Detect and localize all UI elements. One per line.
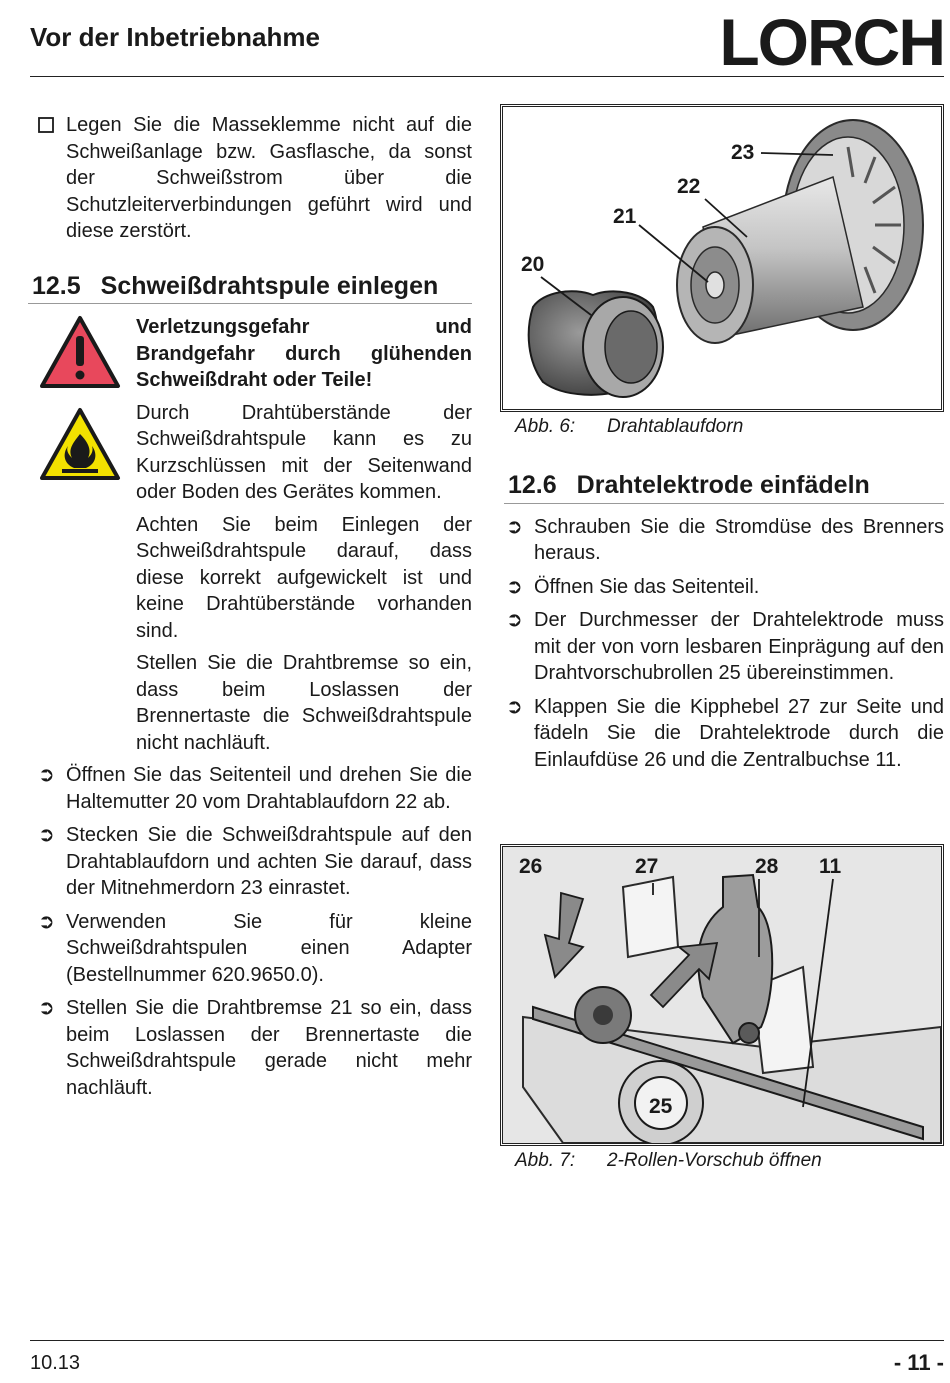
figure-6-drahtablaufdorn [500, 104, 944, 412]
arrow-right-circle-icon: ➲ [506, 575, 523, 598]
figure-label: 28 [755, 855, 779, 878]
list-item-text: Schrauben Sie die Stromdüse des Brenners heraus. [534, 515, 944, 564]
list-item [504, 574, 944, 601]
arrow-right-circle-icon: ➲ [38, 910, 55, 933]
section-title: Drahtelektrode einfädeln [576, 471, 870, 499]
list-item-text: Klappen Sie die Kipphebel 27 zur Seite und fädeln Sie die Drahtelektrode durch die Einlaufdüse 26 und die Zentralbuchse 11. [534, 695, 944, 771]
figure-label: 22 [677, 175, 701, 198]
arrow-right-circle-icon: ➲ [38, 764, 55, 786]
list-item-text: Verwenden Sie für kleine Schweißdrahtspulen einen Adapter (Bestellnummer 620.9650.0). [66, 910, 472, 986]
list-item [32, 995, 472, 1101]
section-rule [28, 303, 472, 304]
arrow-right-circle-icon: ➲ [506, 695, 523, 718]
list-item [32, 762, 472, 815]
intro-text: Legen Sie die Masseklemme nicht auf die Schweißanlage bzw. Gasflasche, da sonst der Schweißstrom über die Schutzleiterverbindungen geführt wird und diese zerstört. [66, 114, 472, 242]
list-item [32, 822, 472, 902]
warning-block [32, 314, 472, 756]
wire-spool-mandrel-illustration [503, 107, 941, 409]
figure-label: 11 [819, 855, 842, 878]
figure-6-caption [515, 416, 743, 438]
footer-rule [30, 1340, 944, 1341]
two-roll-feed-illustration [503, 847, 941, 1143]
header-rule [30, 76, 944, 77]
figure-label: 21 [613, 205, 637, 228]
instruction-list [32, 762, 472, 1101]
list-item-text: Öffnen Sie das Seitenteil. [534, 575, 760, 598]
caption-number: Abb. 7: [515, 1150, 576, 1171]
checkbox-icon [38, 112, 54, 141]
left-column [32, 112, 472, 1101]
list-item-text: Der Durchmesser der Drahtelektrode muss mit der von vorn lesbaren Einprägung auf den Drahtvorschubrollen 25 übereinstimmen. [534, 609, 944, 684]
section-number: 12.5 [32, 271, 81, 300]
warning-paragraph-3: Stellen Sie die Drahtbremse so ein, dass beim Loslassen der Brennertaste die Schweißdrahtspule nicht nachläuft. [136, 652, 472, 754]
lorch-logo: LORCH [719, 5, 944, 79]
section-heading-12-6 [504, 472, 944, 499]
exclamation-triangle-icon [38, 314, 122, 390]
list-item [504, 694, 944, 774]
warning-icons [38, 314, 122, 489]
figure-label: 27 [635, 855, 659, 878]
list-item [504, 607, 944, 687]
caption-text: 2-Rollen-Vorschub öffnen [607, 1150, 822, 1171]
figure-label: 26 [519, 855, 543, 878]
figure-label: 20 [521, 253, 545, 276]
arrow-right-circle-icon: ➲ [38, 824, 55, 846]
footer-date: 10.13 [30, 1352, 81, 1374]
arrow-right-circle-icon: ➲ [506, 609, 523, 631]
arrow-right-circle-icon: ➲ [506, 515, 523, 538]
section-number: 12.6 [508, 471, 557, 499]
section-heading-12-5 [32, 273, 472, 300]
instruction-list [504, 514, 944, 774]
list-item-text: Stecken Sie die Schweißdrahtspule auf den Drahtablaufdorn und achten Sie darauf, dass der Mitnehmerdorn 23 einrastet. [66, 824, 472, 899]
figure-label: 23 [731, 141, 755, 164]
list-item-text: Stellen Sie die Drahtbremse 21 so ein, dass beim Loslassen der Brennertaste die Schweißdrahtspule gerade nicht mehr nachläuft. [66, 997, 472, 1099]
caption-text: Drahtablaufdorn [607, 416, 744, 437]
intro-item [32, 112, 472, 245]
caption-number: Abb. 6: [515, 416, 576, 437]
warning-title: Verletzungsgefahr und Brandgefahr durch glühenden Schweißdraht oder Teile! [136, 316, 472, 391]
warning-paragraph-2: Achten Sie beim Einlegen der Schweißdrahtspule darauf, dass diese korrekt aufgewickelt ist und keine Drahtüberstände vorhanden sind. [136, 513, 472, 642]
page-header-title: Vor der Inbetriebnahme [30, 22, 320, 52]
page-number: - 11 - [893, 1350, 944, 1375]
section-title: Schweißdrahtspule einlegen [100, 271, 439, 300]
list-item [504, 514, 944, 567]
figure-7-caption [515, 1150, 822, 1172]
section-rule [504, 503, 944, 504]
arrow-right-circle-icon: ➲ [38, 997, 55, 1019]
flammable-icon [38, 406, 122, 482]
list-item [32, 909, 472, 989]
figure-label: 25 [649, 1095, 673, 1118]
figure-7-two-roll-feed [500, 844, 944, 1146]
right-column [504, 472, 944, 773]
warning-paragraph-1: Durch Drahtüberstände der Schweißdrahtspule kann es zu Kurzschlüssen mit der Seitenwand oder Boden des Gerätes kommen. [136, 401, 472, 503]
list-item-text: Öffnen Sie das Seitenteil und drehen Sie die Haltemutter 20 vom Drahtablaufdorn 22 ab. [66, 764, 472, 813]
